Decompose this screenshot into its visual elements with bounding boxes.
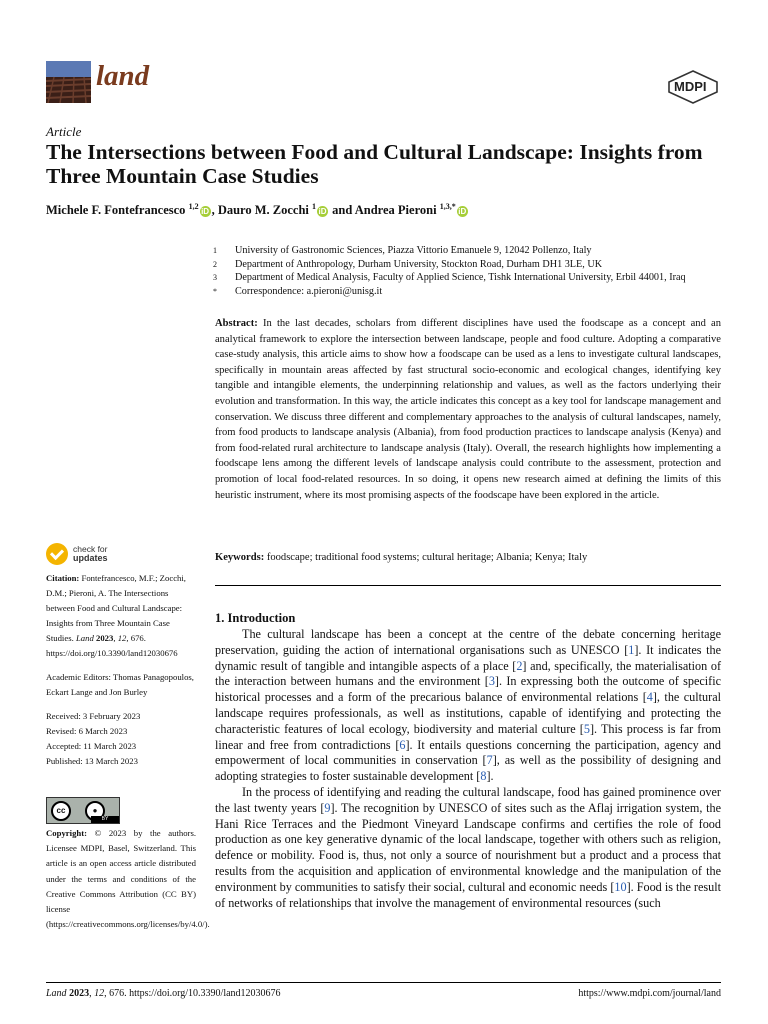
reference-link[interactable]: 2 xyxy=(516,658,523,673)
paragraph-text: ]. The recognition by UNESCO of sites such as the Aflaj irrigation system, the Hani Rice Terraces and the Piedmont Vineyard Landscape confirms and certifies the role of food production as one key generative dynamic of the local landscape, together with others such as religion, defence or mobility. Food is, thus, not only a source of nourishment but a product and a process that results from the acquisition and application of environmental knowledge and the manipulation of the environment by communities to satisfy their social, cultural and economic needs [ xyxy=(215,800,721,894)
paragraph-text: ], the cultural landscape requires professionals, as well as institutions, capable of identifying and protecting the characteristic features of local ecology, biodiversity and material culture [ xyxy=(215,690,721,736)
section-divider xyxy=(215,585,721,586)
article-type: Article xyxy=(46,124,82,139)
reference-link[interactable]: 10 xyxy=(614,879,627,894)
paragraph-text: ]. It entails questions concerning the participation, agency and empowerment of local communities in conservation [ xyxy=(215,737,721,768)
author-affiliation-marker: 1,3,* xyxy=(439,202,456,211)
author-name: Andrea Pieroni $^{1,3,*}$ xyxy=(354,202,456,218)
author-separator: , xyxy=(211,203,218,218)
author-name: Michele F. Fontefrancesco $^{1,2}$ xyxy=(46,202,199,218)
intro-paragraph-1 xyxy=(215,627,721,785)
paragraph-text: ]. It indicates the dynamic result of tangible and intangible aspects of a place [ xyxy=(215,642,721,673)
accepted-date: Accepted: 11 March 2023 xyxy=(46,741,137,751)
abstract-text: In the last decades, scholars from different disciplines have used the foodscape as a concept and an analytical framework to explore the intersection between landscape, people and food culture. Adopting a comparative case-study analysis, this article aims to show how a foodscape can be used as a lens to investigate cultural landscapes, specifically in mountain areas affected by fast structural socio-economic and ecological changes, identifying key tangible and intangible elements, the underpinning relationship and values, as well as the factors underlying their evolution and transformation. In this way, the article indicates this concept as a key tool for landscape management and conservation. We discuss three different and complementary approaches to the analysis of cultural landscapes, namely, from food products to landscape analysis (Albania), from food production practices to landscape analysis (Kenya) and from food-related rural architecture to landscape analysis (Italy). Overall, the research highlights how implementing a foodscape lens among the different levels of landscape analysis could contribute to the assessment, protection and promotion of local food-related resources. In so doing, it opens new research aimed at defining the limits of this heuristic instrument, where its most promising aspects of the foodscape have been explored in the article. xyxy=(215,318,721,501)
journal-name: land xyxy=(96,60,150,92)
citation: Citation: Fontefrancesco, M.F.; Zocchi, D.M.; Pieroni, A. The Intersections between Food and Cultural Landscape: Insights from Three Mountain Case Studies. Land 2023, 12, 676. https://doi.org/10.3390/land12030676 xyxy=(46,573,186,658)
paragraph-text: ] and, specifically, the materialisation of the interaction between humans and the environment [ xyxy=(215,658,721,689)
reference-link[interactable]: 5 xyxy=(583,721,590,736)
author-list xyxy=(46,202,469,218)
intro-paragraph-2 xyxy=(215,785,721,911)
paragraph-text: ]. xyxy=(486,769,494,784)
reference-link[interactable]: 9 xyxy=(324,800,331,815)
cc-license-badge[interactable] xyxy=(46,797,120,824)
abstract-label: Abstract: xyxy=(215,318,258,329)
abstract xyxy=(215,316,721,503)
correspondence-row: * Correspondence: a.pieroni@unisg.it xyxy=(213,285,383,297)
introduction-body xyxy=(215,627,721,911)
footer-divider xyxy=(46,982,721,983)
check-for-updates-button[interactable]: check for updates xyxy=(46,543,108,565)
keywords-label: Keywords: xyxy=(215,552,265,563)
reference-link[interactable]: 7 xyxy=(486,753,493,768)
reference-link[interactable]: 8 xyxy=(480,769,487,784)
copyright-notice: Copyright: © 2023 by the authors. Licensee MDPI, Basel, Switzerland. This article is an open access article distributed under the terms and conditions of the Creative Commons Attribution (CC BY) license (https://creativecommons.org/licenses/by/4.0/). xyxy=(46,828,210,930)
reference-link[interactable]: 3 xyxy=(488,674,495,689)
academic-editors: Academic Editors: Thomas Panagopoulos, Eckart Lange and Jon Burley xyxy=(46,672,194,697)
article-title: The Intersections between Food and Cultural Landscape: Insights from Three Mountain Case Studies xyxy=(46,140,703,188)
received-date: Received: 3 February 2023 xyxy=(46,711,141,721)
footer-journal-url[interactable]: https://www.mdpi.com/journal/land xyxy=(578,988,721,999)
orcid-icon[interactable]: iD xyxy=(458,206,467,216)
keywords xyxy=(215,550,721,565)
affiliation-row: 3 Department of Medical Analysis, Faculty of Applied Science, Tishk International University, Erbil 44001, Iraq xyxy=(213,272,686,284)
journal-logo-image xyxy=(46,61,91,103)
paragraph-text: ], as well as the possibility of designing and adopting strategies to foster sustainable development [ xyxy=(215,753,721,784)
author-affiliation-marker: 1 xyxy=(312,202,317,211)
revised-date: Revised: 6 March 2023 xyxy=(46,726,128,736)
affiliation-row: 2 Department of Anthropology, Durham University, Stockton Road, Durham DH1 3LE, UK xyxy=(213,258,603,270)
affiliations xyxy=(210,244,686,298)
paragraph-text: In the process of identifying and reading the cultural landscape, food has gained prominence over the last twenty years [ xyxy=(215,784,721,815)
author-affiliation-marker: 1,2 xyxy=(188,202,199,211)
orcid-icon[interactable]: iD xyxy=(318,206,327,216)
paragraph-text: The cultural landscape has been a concept at the centre of the debate concerning heritage preservation, guiding the action of international organisations such as UNESCO [ xyxy=(215,627,721,657)
attribution-person-icon: ● xyxy=(85,801,105,821)
footer-citation[interactable]: Land 2023, 12, 676. https://doi.org/10.3390/land12030676 xyxy=(46,988,281,999)
publisher-name: MDPI xyxy=(674,79,707,94)
author-separator: and xyxy=(329,203,355,218)
mdpi-logo[interactable] xyxy=(667,70,719,104)
paragraph-text: ]. In expressing both the outcome of specific historical processes and a form of the precarious balance of environmental relations [ xyxy=(215,674,721,705)
keywords-text: foodscape; traditional food systems; cultural heritage; Albania; Kenya; Italy xyxy=(266,552,588,563)
reference-link[interactable]: 6 xyxy=(399,737,406,752)
affiliation-row: 1 University of Gastronomic Sciences, Piazza Vittorio Emanuele 9, 12042 Pollenzo, Italy xyxy=(213,245,592,256)
orcid-icon[interactable]: iD xyxy=(201,206,210,216)
paragraph-text: ]. Food is the result of networks of relationships that involve the management of environmental resources (such xyxy=(215,879,722,910)
section-heading-introduction: 1. Introduction xyxy=(215,611,296,625)
check-mark-icon xyxy=(46,543,68,565)
published-date: Published: 13 March 2023 xyxy=(46,756,138,766)
field-landscape-icon xyxy=(46,61,91,103)
cc-by-label: BY xyxy=(91,816,119,823)
reference-link[interactable]: 1 xyxy=(628,642,635,657)
article-info-sidebar xyxy=(46,571,196,769)
author-name: Dauro M. Zocchi $^1$ xyxy=(217,202,317,218)
creative-commons-icon: cc xyxy=(51,801,71,821)
reference-link[interactable]: 4 xyxy=(646,690,653,705)
paragraph-text: ]. This process is far from linear and free from contradictions [ xyxy=(215,721,721,752)
